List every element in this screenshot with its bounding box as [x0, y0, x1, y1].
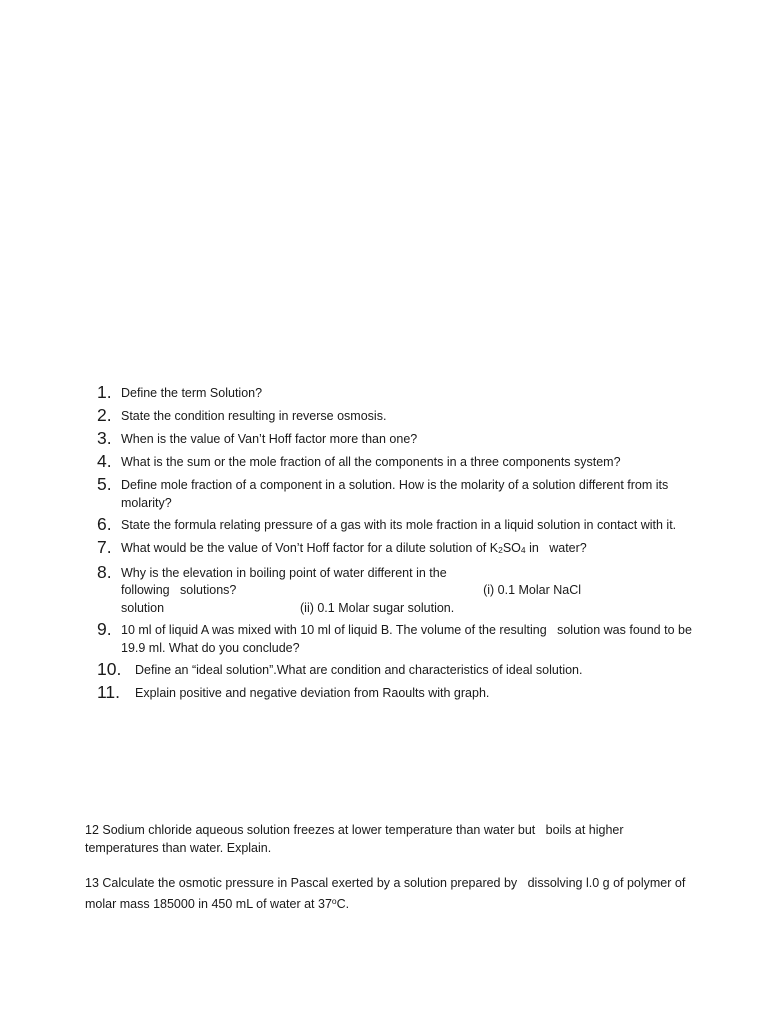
question-3 [97, 427, 697, 449]
question-7 [97, 536, 697, 560]
question-1 [97, 381, 697, 403]
question-text-part: What would be the value of Von’t Hoff factor for a dilute solution of K [121, 541, 499, 555]
question-number: 5. [97, 474, 112, 494]
question-line [121, 600, 697, 618]
question-text [121, 561, 697, 618]
question-number: 10. [97, 659, 122, 679]
question-text: Define the term Solution? [121, 386, 263, 400]
question-12-paragraph: 12 Sodium chloride aqueous solution freezes at lower temperature than water but boils at higher temperatures than water. Explain. [85, 823, 627, 855]
question-number: 9. [97, 619, 112, 639]
question-text: State the condition resulting in reverse osmosis. [121, 409, 387, 423]
question-list [97, 381, 697, 703]
question-option-i: (i) 0.1 Molar NaCl [483, 583, 581, 597]
question-text-part: solution [121, 600, 165, 615]
question-number: 2. [97, 405, 112, 425]
question-line: Why is the elevation in boiling point of water different in the [121, 565, 447, 580]
question-option-ii: (ii) 0.1 Molar sugar solution. [300, 600, 455, 615]
subscript: 2 [498, 545, 503, 555]
question-number: 11. [97, 682, 121, 702]
question-text-part: in water? [525, 541, 587, 555]
question-text: State the formula relating pressure of a gas with its mole fraction in a liquid solution in contact with it. [121, 518, 677, 532]
question-text-part: 13 Calculate the osmotic pressure in Pascal exerted by a solution prepared by dissolving l.0 g of polymer of molar mass 185000 in 450 mL of water at 37 [85, 876, 689, 911]
question-text: What is the sum or the mole fraction of all the components in a three components system? [121, 455, 621, 469]
question-4 [97, 450, 697, 472]
question-text-part: following solutions? [121, 583, 237, 597]
question-5 [97, 473, 697, 512]
question-10 [97, 658, 697, 680]
question-6 [97, 513, 697, 535]
question-line [121, 582, 581, 600]
subscript: 4 [520, 545, 526, 555]
question-number: 4. [97, 451, 112, 471]
question-9 [97, 618, 697, 657]
question-number: 1. [97, 382, 112, 402]
superscript: o [331, 896, 337, 906]
question-2 [97, 404, 697, 426]
question-11 [97, 681, 697, 703]
question-text [121, 536, 697, 560]
question-text: Explain positive and negative deviation from Raoults with graph. [135, 686, 490, 700]
question-number: 3. [97, 428, 112, 448]
question-8 [97, 561, 697, 618]
question-text: Define mole fraction of a component in a solution. How is the molarity of a solution different from its molarity? [121, 478, 669, 510]
question-13-paragraph [85, 874, 695, 913]
question-text-part: SO [502, 541, 521, 555]
question-text: When is the value of Van’t Hoff factor more than one? [121, 432, 418, 446]
question-text-part: C. [336, 897, 350, 911]
question-text: 10 ml of liquid A was mixed with 10 ml of liquid B. The volume of the resulting solution was found to be 19.9 ml. What do you conclude? [121, 623, 696, 655]
question-number: 7. [97, 537, 112, 557]
question-number: 8. [97, 561, 112, 582]
question-number: 6. [97, 514, 112, 534]
question-text: Define an “ideal solution”.What are condition and characteristics of ideal solution. [135, 663, 583, 677]
